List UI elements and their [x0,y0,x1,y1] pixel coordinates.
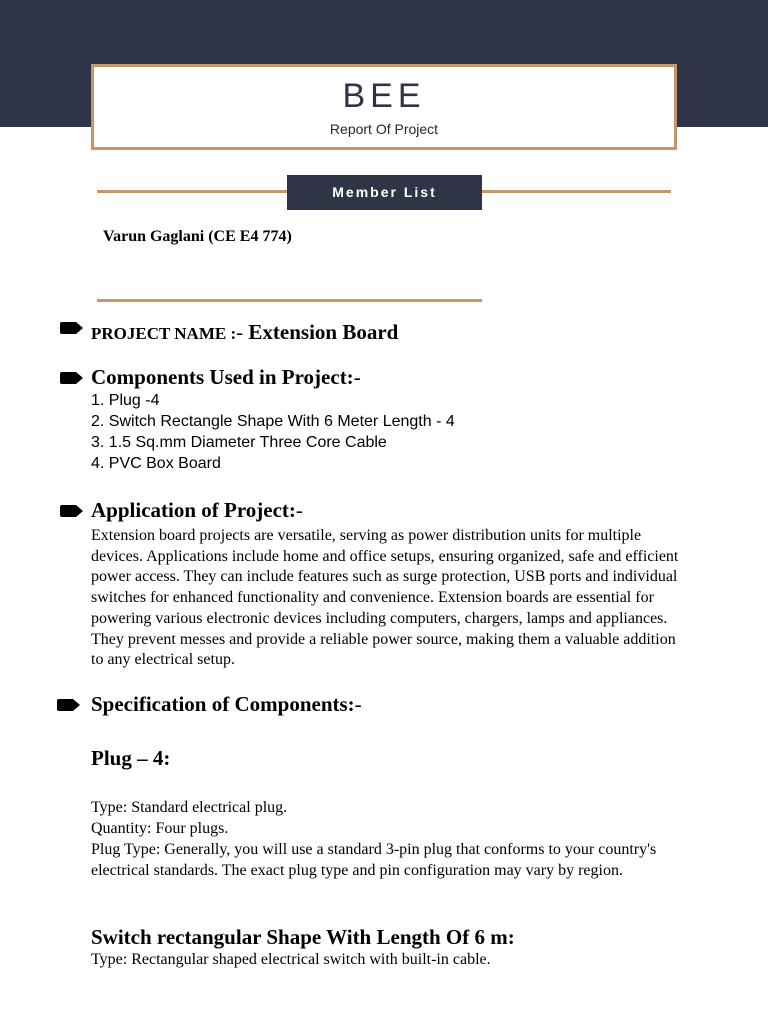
member-list-label: Member List [287,175,482,210]
application-heading-text: Application of Project: [91,498,296,522]
plug-heading: Plug – 4: [91,746,171,770]
project-name-label: PROJECT NAME : [91,324,237,343]
components-dash: - [353,365,361,389]
components-heading-text: Components Used in Project: [91,365,354,389]
bullet-arrow-icon [57,698,81,712]
bullet-arrow-icon [60,371,84,385]
member-name: Varun Gaglani (CE E4 774) [103,228,292,245]
plug-plug-type-paragraph: Plug Type: Generally, you will use a standard 3-pin plug that conforms to your country's electrical standards. The exact plug type and pin configuration may vary by region. [91,841,657,879]
switch-heading: Switch rectangular Shape With Length Of 6 m: [91,925,515,949]
bullet-arrow-icon [60,321,84,335]
specification-heading [91,692,362,717]
application-dash: - [295,498,303,522]
list-item: 3. 1.5 Sq.mm Diameter Three Core Cable [91,434,387,451]
application-paragraph: Extension board projects are versatile, serving as power distribution units for multiple devices. Applications include home and office setups, ensuring organized, safe and efficient power access. They can include features such as surge protection, USB ports and individual switches for enhanced functionality and convenience. Extension boards are essential for powering various electronic devices including computers, chargers, lamps and appliances. They prevent messes and provide a reliable power source, making them a valuable addition to any electrical setup. [91,527,679,669]
list-item: 2. Switch Rectangle Shape With 6 Meter Length - 4 [91,413,455,430]
specification-dash: - [354,692,362,716]
application-heading [91,498,303,523]
specification-heading-text: Specification of Components: [91,692,355,716]
components-heading [91,365,361,390]
project-name-sep: - [236,320,249,344]
list-item: 1. Plug -4 [91,392,160,409]
switch-type-line: Type: Rectangular shaped electrical switch with built-in cable. [91,951,491,968]
document-title: BEE [342,77,426,115]
document-subtitle: Report Of Project [329,121,439,137]
title-box [91,64,677,150]
project-name-heading [91,320,398,345]
plug-type-line: Type: Standard electrical plug. [91,799,288,816]
plug-quantity-line: Quantity: Four plugs. [91,820,229,837]
project-name-value: Extension Board [248,320,399,344]
divider-left [97,190,287,193]
bullet-arrow-icon [60,504,84,518]
components-list [91,390,455,474]
divider-right [482,190,671,193]
list-item: 4. PVC Box Board [91,455,221,472]
divider-member [97,299,482,302]
